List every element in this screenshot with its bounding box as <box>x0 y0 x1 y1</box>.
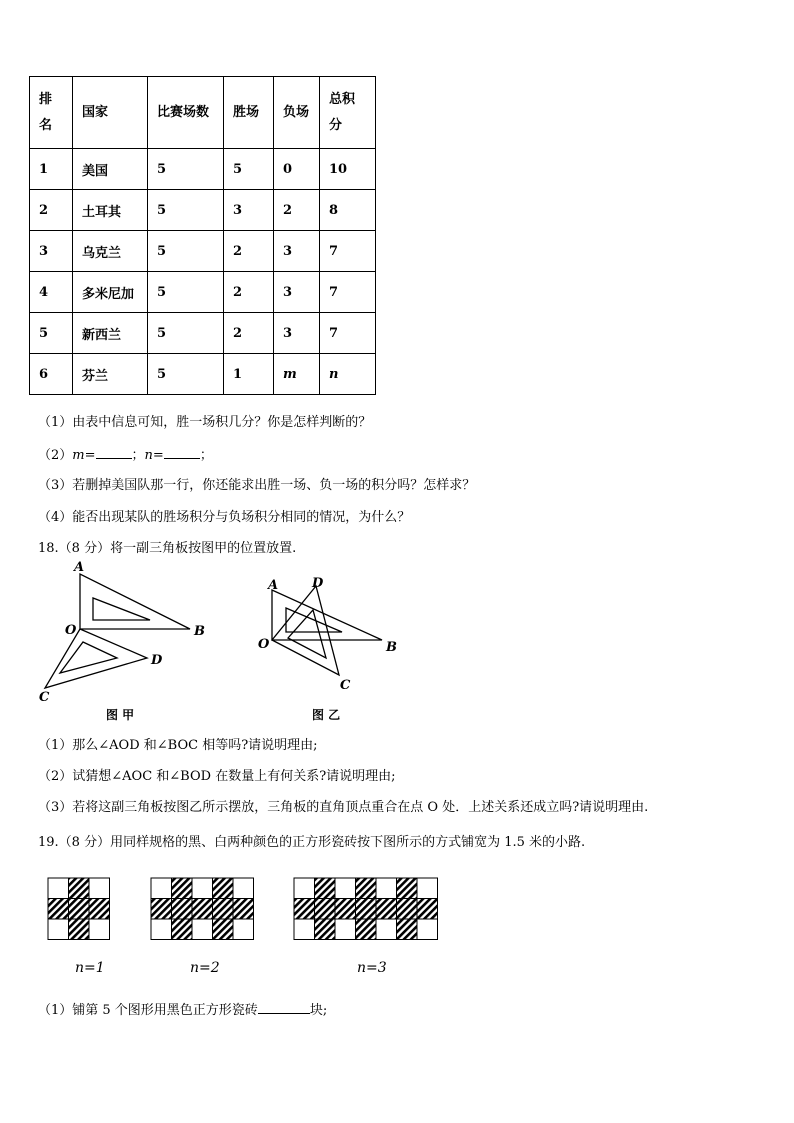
equals-sign: = <box>84 448 96 463</box>
header-total-1: 总积 <box>329 91 356 107</box>
black-tile <box>69 878 90 899</box>
label-c: C <box>340 678 351 693</box>
q17-part2 <box>38 444 213 463</box>
black-tile <box>356 878 377 899</box>
table-cell: 2 <box>224 313 274 354</box>
table-header-cell: 胜场 <box>224 77 274 149</box>
white-tile <box>376 878 397 899</box>
table-row <box>30 190 376 231</box>
table-cell: 5 <box>148 354 224 395</box>
label-b: B <box>194 624 205 639</box>
table-row <box>30 272 376 313</box>
q19-part1 <box>38 999 327 1018</box>
tile-pattern-n1 <box>48 878 110 940</box>
white-tile <box>417 919 438 940</box>
black-tile <box>172 878 193 899</box>
table-header-cell: 负场 <box>274 77 320 149</box>
standings-table <box>29 76 376 395</box>
black-tile <box>151 899 172 920</box>
black-tile <box>69 919 90 940</box>
header-rank-2: 名 <box>39 117 53 133</box>
black-tile <box>213 878 234 899</box>
table-header-cell: 国家 <box>73 77 148 149</box>
tile-groups <box>48 878 438 940</box>
header-rank-1: 排 <box>39 91 53 107</box>
label-b: B <box>386 640 397 655</box>
q18-part2: （2）试猜想∠AOC 和∠BOD 在数量上有何关系?请说明理由; <box>38 769 396 784</box>
white-tile <box>151 878 172 899</box>
black-tile <box>397 899 418 920</box>
label-o: O <box>258 637 270 652</box>
label-a: A <box>74 560 85 575</box>
table-cell: 1 <box>224 354 274 395</box>
black-tile <box>335 899 356 920</box>
var-m: m <box>72 448 85 463</box>
q19-part1-suffix: 块; <box>309 1003 328 1018</box>
black-tile <box>294 899 315 920</box>
white-tile <box>89 878 110 899</box>
answer-blank-black-tiles[interactable] <box>258 1001 310 1014</box>
black-tile <box>172 919 193 940</box>
black-tile <box>213 899 234 920</box>
black-tile <box>48 899 69 920</box>
triangle-cod-2 <box>272 586 339 675</box>
white-tile <box>192 919 213 940</box>
label-a: A <box>268 578 279 593</box>
table-cell: 1 <box>30 149 73 190</box>
table-cell: 0 <box>274 149 320 190</box>
header-total-2: 分 <box>329 117 343 133</box>
white-tile <box>48 919 69 940</box>
answer-blank-n[interactable] <box>164 446 200 459</box>
triangle-aob-inner <box>93 598 150 620</box>
label-c: C <box>39 690 50 705</box>
black-tile <box>397 919 418 940</box>
table-row <box>30 149 376 190</box>
equals-sign: = <box>152 448 164 463</box>
table-cell: 多米尼加 <box>73 272 148 313</box>
black-tile <box>356 919 377 940</box>
q19-title: 19.（8 分）用同样规格的黑、白两种颜色的正方形瓷砖按下图所示的方式铺宽为 1.5 米的小路. <box>38 835 586 850</box>
table-row <box>30 354 376 395</box>
table-cell: 5 <box>148 313 224 354</box>
white-tile <box>294 878 315 899</box>
white-tile <box>233 878 254 899</box>
var-n: n <box>144 448 153 463</box>
table-cell: 新西兰 <box>73 313 148 354</box>
table-cell: 2 <box>30 190 73 231</box>
table-cell: 3 <box>224 190 274 231</box>
caption-fig-jia: 图 甲 <box>106 708 135 722</box>
q18-title: 18.（8 分）将一副三角板按图甲的位置放置. <box>38 541 297 556</box>
table-row <box>30 313 376 354</box>
table-cell: 3 <box>274 231 320 272</box>
white-tile <box>89 919 110 940</box>
table-cell: 2 <box>224 272 274 313</box>
table-cell: 土耳其 <box>73 190 148 231</box>
q18-part1: （1）那么∠AOD 和∠BOC 相等吗?请说明理由; <box>38 738 318 753</box>
white-tile <box>294 919 315 940</box>
table-cell: 2 <box>274 190 320 231</box>
table-header-cell <box>320 77 376 149</box>
white-tile <box>151 919 172 940</box>
white-tile <box>376 919 397 940</box>
tile-pattern-n2 <box>151 878 254 940</box>
black-tile <box>69 899 90 920</box>
q19-part1-prefix: （1）铺第 5 个图形用黑色正方形瓷砖 <box>38 1003 258 1018</box>
white-tile <box>335 878 356 899</box>
black-tile <box>315 919 336 940</box>
table-cell: 5 <box>148 190 224 231</box>
table-cell: 3 <box>274 313 320 354</box>
table-cell: m <box>274 354 320 395</box>
table-cell: 3 <box>30 231 73 272</box>
q17-part1: （1）由表中信息可知，胜一场积几分？你是怎样判断的？ <box>38 415 372 430</box>
caption-n1: n=1 <box>75 960 105 976</box>
q17-part3: （3）若删掉美国队那一行，你还能求出胜一场、负一场的积分吗？怎样求？ <box>38 478 476 493</box>
label-o: O <box>65 623 77 638</box>
figure-jia <box>39 560 205 722</box>
black-tile <box>315 878 336 899</box>
triangle-cod-inner <box>60 642 117 673</box>
table-cell: 7 <box>320 272 376 313</box>
q18-part3: （3）若将这副三角板按图乙所示摆放，三角板的直角顶点重合在点 O 处．上述关系还成立吗?请说明理由. <box>38 800 649 815</box>
table-cell: 乌克兰 <box>73 231 148 272</box>
white-tile <box>192 878 213 899</box>
tile-pattern-n3 <box>294 878 438 940</box>
table-cell: 7 <box>320 231 376 272</box>
table-cell: 芬兰 <box>73 354 148 395</box>
table-cell: 5 <box>148 231 224 272</box>
black-tile <box>213 919 234 940</box>
figure-yi <box>258 576 397 722</box>
table-cell: 4 <box>30 272 73 313</box>
table-cell: 2 <box>224 231 274 272</box>
triangle-aob <box>80 574 190 629</box>
table-header-cell: 比赛场数 <box>148 77 224 149</box>
black-tile <box>233 899 254 920</box>
table-cell: 5 <box>148 272 224 313</box>
triangle-figures <box>30 560 410 730</box>
caption-n2: n=2 <box>190 960 220 976</box>
black-tile <box>397 878 418 899</box>
label-d: D <box>312 576 324 591</box>
table-cell: 3 <box>274 272 320 313</box>
table-cell: 5 <box>148 149 224 190</box>
table-header-cell <box>30 77 73 149</box>
table-cell: 5 <box>224 149 274 190</box>
white-tile <box>48 878 69 899</box>
white-tile <box>417 878 438 899</box>
table-header-row <box>30 77 376 149</box>
table-cell: 7 <box>320 313 376 354</box>
black-tile <box>172 899 193 920</box>
q17-part2-prefix: （2） <box>38 448 73 463</box>
black-tile <box>89 899 110 920</box>
label-d: D <box>151 653 163 668</box>
table-cell: 8 <box>320 190 376 231</box>
tile-patterns <box>40 870 450 980</box>
answer-blank-m[interactable] <box>96 446 132 459</box>
triangle-cod <box>45 629 147 688</box>
table-cell: 6 <box>30 354 73 395</box>
black-tile <box>192 899 213 920</box>
caption-n3: n=3 <box>357 960 387 976</box>
table-cell: 5 <box>30 313 73 354</box>
black-tile <box>417 899 438 920</box>
table-row <box>30 231 376 272</box>
white-tile <box>233 919 254 940</box>
black-tile <box>315 899 336 920</box>
separator: ； <box>199 448 213 463</box>
black-tile <box>356 899 377 920</box>
separator: ； <box>131 448 145 463</box>
caption-fig-yi: 图 乙 <box>312 708 341 722</box>
q17-part4: （4）能否出现某队的胜场积分与负场积分相同的情况，为什么？ <box>38 510 411 525</box>
black-tile <box>376 899 397 920</box>
table-cell: 10 <box>320 149 376 190</box>
white-tile <box>335 919 356 940</box>
table-cell: 美国 <box>73 149 148 190</box>
table-cell: n <box>320 354 376 395</box>
